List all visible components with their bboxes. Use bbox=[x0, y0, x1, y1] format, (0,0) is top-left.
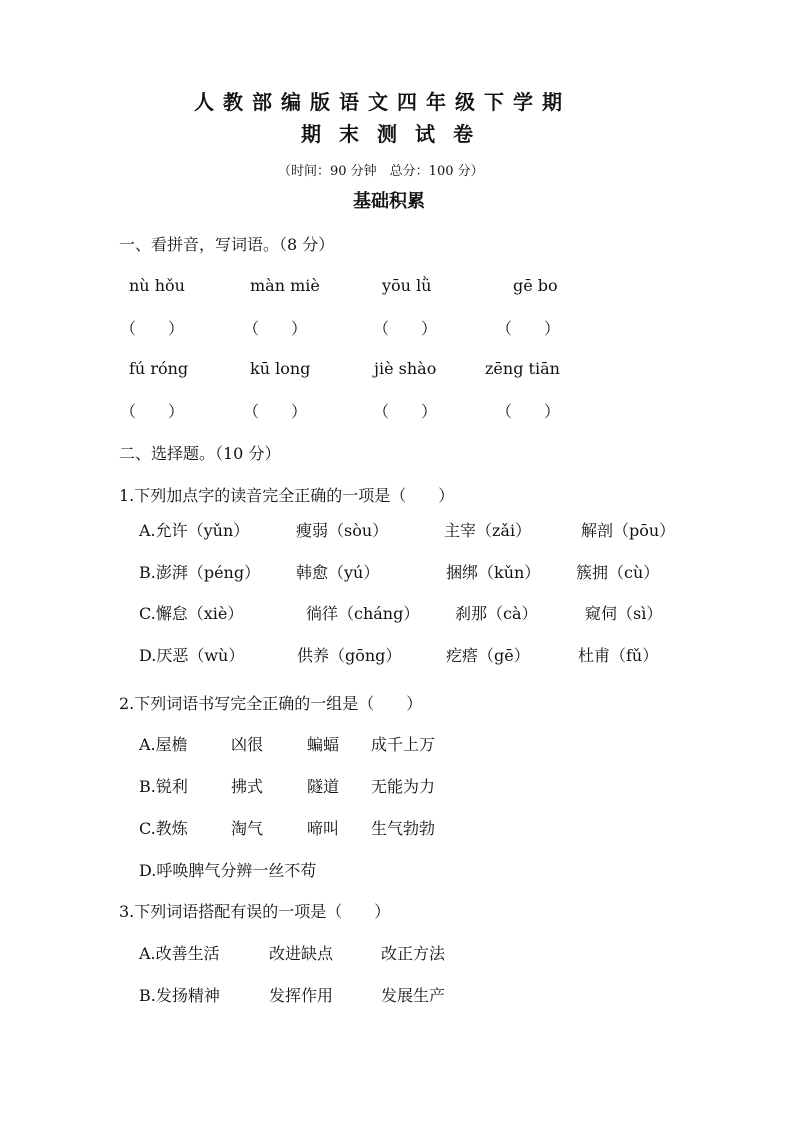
option-word: 疙瘩（gē） bbox=[446, 646, 530, 665]
option-word: 供养（gōng） bbox=[297, 646, 402, 665]
question-stem: 3.下列词语搭配有误的一项是（ ） bbox=[119, 902, 391, 921]
answer-blank[interactable]: （ ） bbox=[496, 319, 561, 338]
answer-blank[interactable]: （ ） bbox=[243, 402, 308, 421]
option-word: 韩愈（yú） bbox=[296, 563, 380, 582]
option-word: 啼叫 bbox=[307, 819, 340, 838]
answer-blank[interactable]: （ ） bbox=[243, 319, 308, 338]
pinyin-item: gē bo bbox=[513, 276, 558, 295]
answer-blank[interactable]: （ ） bbox=[120, 402, 185, 421]
option-word: 解剖（pōu） bbox=[581, 521, 676, 540]
option-word: 发挥作用 bbox=[269, 986, 334, 1005]
option-word: 发展生产 bbox=[381, 986, 446, 1005]
option-word: 隧道 bbox=[307, 777, 340, 796]
option-word: 无能为力 bbox=[371, 777, 436, 796]
exam-meta: （时间：90 分钟 总分：100 分） bbox=[278, 164, 484, 179]
option-word: 杜甫（fǔ） bbox=[578, 646, 659, 665]
answer-blank[interactable]: （ ） bbox=[373, 319, 438, 338]
answer-blank[interactable]: （ ） bbox=[496, 402, 561, 421]
option-C[interactable]: C.懈怠（xiè） bbox=[139, 604, 244, 623]
option-word: 刹那（cà） bbox=[455, 604, 538, 623]
question-stem: 1.下列加点字的读音完全正确的一项是（ ） bbox=[119, 486, 455, 505]
option-word: 成千上万 bbox=[371, 735, 436, 754]
option-word: 改进缺点 bbox=[269, 944, 334, 963]
pinyin-item: jiè shào bbox=[374, 359, 437, 378]
option-word: 改正方法 bbox=[381, 944, 446, 963]
option-word: 生气勃勃 bbox=[371, 819, 436, 838]
option-A[interactable]: A.改善生活 bbox=[139, 944, 220, 963]
pinyin-item: màn miè bbox=[250, 276, 320, 295]
pinyin-item: kū long bbox=[250, 359, 311, 378]
option-word: 瘦弱（sòu） bbox=[296, 521, 389, 540]
option-C[interactable]: C.教炼 bbox=[139, 819, 188, 838]
option-word: 拂式 bbox=[231, 777, 264, 796]
option-word: 徜徉（cháng） bbox=[306, 604, 420, 623]
option-B[interactable]: B.锐利 bbox=[139, 777, 188, 796]
document-subtitle: 期末测试卷 bbox=[301, 122, 491, 146]
option-D[interactable]: D.呼唤脾气分辨一丝不苟 bbox=[139, 861, 317, 880]
option-B[interactable]: B.澎湃（péng） bbox=[139, 563, 261, 582]
option-word: 窥伺（sì） bbox=[585, 604, 663, 623]
q2-heading: 二、选择题。（10 分） bbox=[119, 444, 281, 463]
option-word: 主宰（zǎi） bbox=[444, 521, 532, 540]
question-stem: 2.下列词语书写完全正确的一组是（ ） bbox=[119, 694, 423, 713]
answer-blank[interactable]: （ ） bbox=[120, 319, 185, 338]
option-word: 凶很 bbox=[231, 735, 264, 754]
option-A[interactable]: A.允许（yǔn） bbox=[139, 521, 250, 540]
answer-blank[interactable]: （ ） bbox=[373, 402, 438, 421]
option-A[interactable]: A.屋檐 bbox=[139, 735, 188, 754]
option-word: 簇拥（cù） bbox=[576, 563, 660, 582]
option-word: 蝙蝠 bbox=[307, 735, 340, 754]
pinyin-item: nù hǒu bbox=[129, 276, 185, 295]
pinyin-item: yōu lǜ bbox=[382, 276, 432, 295]
option-B[interactable]: B.发扬精神 bbox=[139, 986, 220, 1005]
option-D[interactable]: D.厌恶（wù） bbox=[139, 646, 245, 665]
q1-heading: 一、看拼音，写词语。（8 分） bbox=[119, 235, 335, 254]
document-title: 人教部编版语文四年级下学期 bbox=[194, 90, 571, 114]
pinyin-item: fú róng bbox=[129, 359, 189, 378]
section-title: 基础积累 bbox=[353, 191, 425, 212]
pinyin-item: zēng tiān bbox=[485, 359, 560, 378]
option-word: 捆绑（kǔn） bbox=[446, 563, 541, 582]
option-word: 淘气 bbox=[231, 819, 264, 838]
